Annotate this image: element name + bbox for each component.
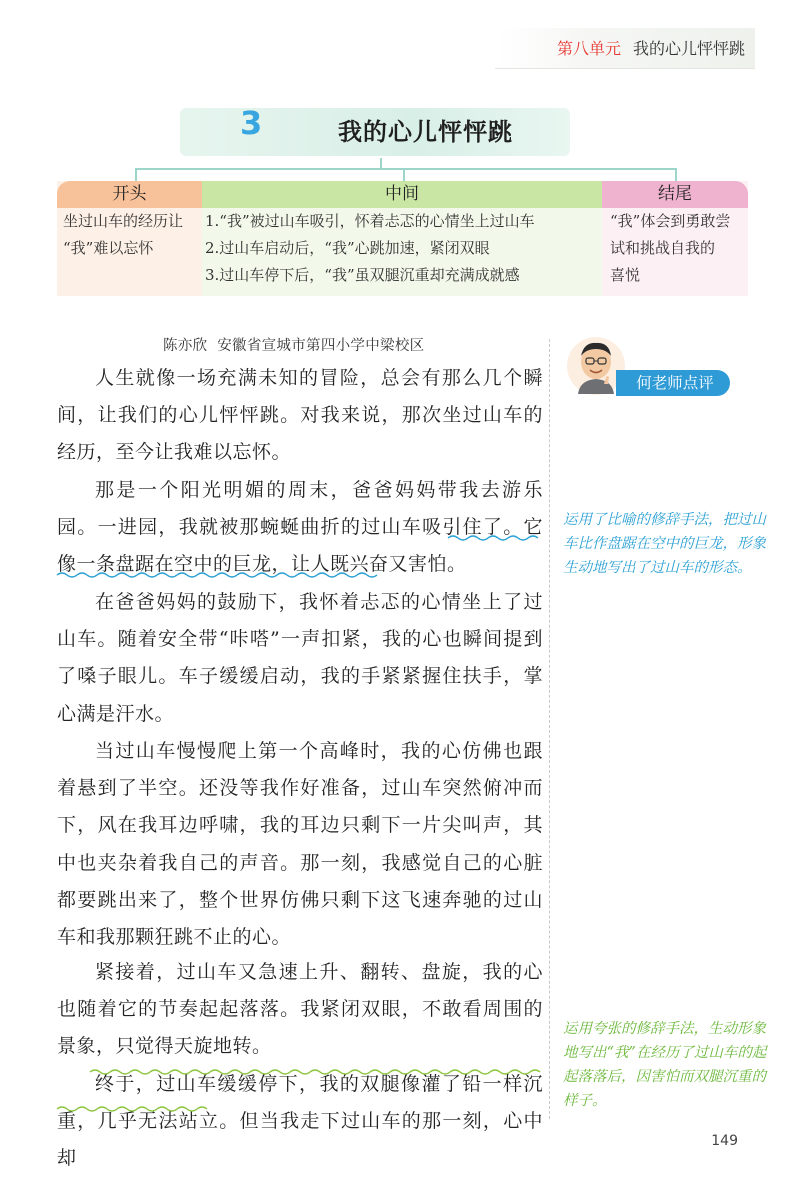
running-header xyxy=(495,28,755,69)
outline-mid-line: 3.过山车停下后，“我”虽双腿沉重却充满成就感 xyxy=(205,266,520,284)
outline-open-line: “我”难以忘怀 xyxy=(63,239,154,257)
tree-connector xyxy=(380,158,382,168)
tree-connector xyxy=(403,168,405,181)
outline-open-line: 坐过山车的经历让 xyxy=(63,212,184,230)
header-lesson: 我的心儿怦怦跳 xyxy=(632,39,745,58)
teacher-comment-badge: 何老师点评 xyxy=(616,370,730,396)
body-paragraph: 紧接着，过山车又急速上升、翻转、盘旋，我的心也随着它的节奏起起落落。我紧闭双眼，不敢看周围的景象，只觉得天旋地转。 xyxy=(57,961,543,1058)
lesson-number: 3 xyxy=(240,104,263,142)
outline-mid-head: 中间 xyxy=(202,181,602,208)
body-paragraph: 在爸爸妈妈的鼓励下，我怀着忐忑的心情坐上了过山车。随着安全带“咔嗒”一声扣紧，我的心也瞬间提到了嗓子眼儿。车子缓缓启动，我的手紧紧握住扶手，掌心满是汗水。 xyxy=(57,591,543,725)
running-header-text xyxy=(557,36,745,59)
outline-open-head: 开头 xyxy=(57,181,202,208)
outline-end-line: “我”体会到勇敢尝 xyxy=(610,212,731,230)
author-line: 陈亦欣 安徽省宣城市第四小学中梁校区 xyxy=(163,338,425,354)
outline-end-line: 喜悦 xyxy=(610,266,641,284)
page-number: 149 xyxy=(711,1133,738,1149)
body-paragraph: 人生就像一场充满未知的冒险，总会有那么几个瞬间，让我们的心儿怦怦跳。对我来说，那次坐过山车的经历，至今让我难以忘怀。 xyxy=(57,367,543,464)
margin-note-blue: 运用了比喻的修辞手法，把过山车比作盘踞在空中的巨龙，形象生动地写出了过山车的形态。 xyxy=(563,512,766,576)
margin-note-green: 运用夸张的修辞手法，生动形象地写出“我”在经历了过山车的起起落落后，因害怕而双腿沉重的样子。 xyxy=(563,1021,767,1109)
body-paragraph: 当过山车慢慢爬上第一个高峰时，我的心仿佛也跟着悬到了半空。还没等我作好准备，过山车突然俯冲而下，风在我耳边呼啸，我的耳边只剩下一片尖叫声，其中也夹杂着我自己的声音。那一刻，我感觉自己的心脏都要跳出来了，整个世界仿佛只剩下这飞速奔驰的过山车和我那颗狂跳不止的心。 xyxy=(57,740,543,949)
header-unit: 第八单元 xyxy=(556,39,621,58)
tree-connector xyxy=(135,168,675,170)
outline-mid-line: 1.“我”被过山车吸引，怀着忐忑的心情坐上过山车 xyxy=(205,212,535,230)
tree-connector xyxy=(135,168,137,181)
body-paragraph: 那是一个阳光明媚的周末，爸爸妈妈带我去游乐园。一进园，我就被那蜿蜒曲折的过山车吸引住了。它像一条盘踞在空中的巨龙，让人既兴奋又害怕。 xyxy=(57,479,543,576)
body-paragraph: 终于，过山车缓缓停下，我的双腿像灌了铅一样沉重，几乎无法站立。但当我走下过山车的那一刻，心中却 xyxy=(57,1073,543,1170)
outline-end-head: 结尾 xyxy=(602,181,748,208)
tree-connector xyxy=(675,168,677,181)
outline-end-line: 试和挑战自我的 xyxy=(610,239,716,257)
outline-mid-line: 2.过山车启动后，“我”心跳加速，紧闭双眼 xyxy=(205,239,490,257)
outline-end-body xyxy=(610,208,746,289)
outline-mid-body xyxy=(205,208,601,289)
outline-open-body xyxy=(63,208,198,262)
page-title: 我的心儿怦怦跳 xyxy=(338,118,513,146)
column-divider xyxy=(549,339,550,1119)
